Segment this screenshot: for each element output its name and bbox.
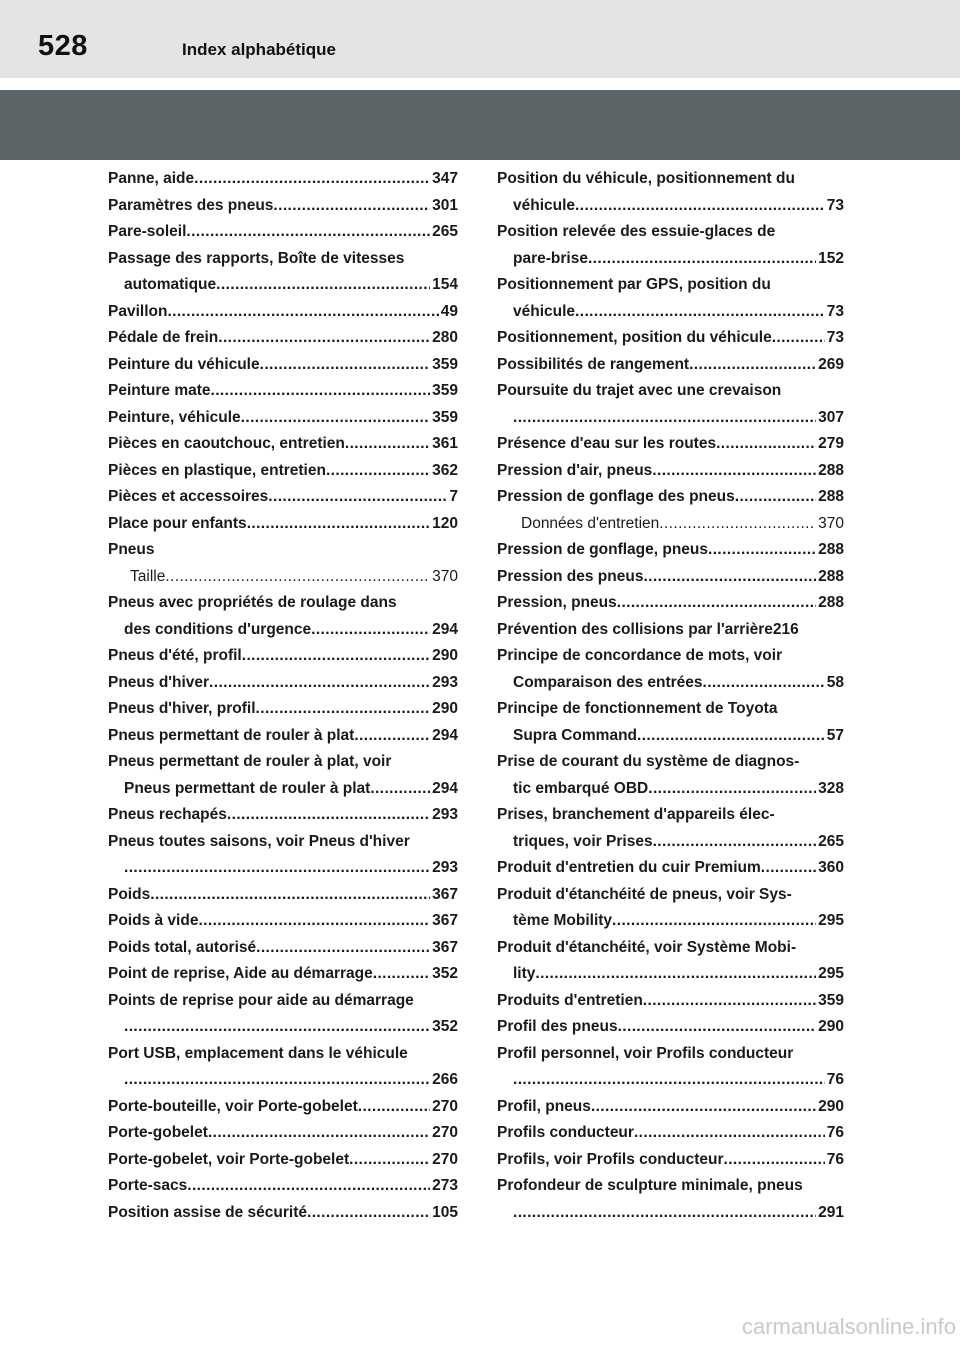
dot-leader [653,829,817,856]
index-entry [108,749,458,776]
index-entry [108,511,458,538]
index-term: Place pour enfants [108,514,247,532]
page-reference: 288 [818,541,844,558]
index-entry [108,1147,458,1174]
dot-leader [575,299,825,326]
dot-leader [617,590,816,617]
index-term: Prévention des collisions par l'arrière216 [497,620,799,638]
index-term: Porte-gobelet [108,1124,208,1141]
index-entry [108,564,458,591]
dot-leader [227,802,430,829]
index-column-left [108,166,458,1226]
index-entry [108,776,458,803]
dot-leader [124,1067,430,1094]
dot-leader [273,193,430,220]
dot-leader [703,670,825,697]
index-term: Présence d'eau sur les routes [497,435,717,452]
dot-leader [634,1120,825,1147]
index-term: Pare-soleil [108,223,187,240]
index-entry [108,961,458,988]
dot-leader [370,776,430,803]
page-reference: 307 [818,408,844,426]
index-entry [497,1120,844,1147]
dot-leader [373,961,430,988]
dot-leader [311,617,430,644]
dot-leader [198,908,430,935]
page-reference: 293 [432,806,458,823]
page-reference: 269 [818,355,844,373]
index-term: Porte-bouteille, voir Porte-gobelet [108,1097,358,1115]
page-reference: 361 [432,435,458,452]
index-entry [497,511,844,538]
page-number: 528 [38,30,88,62]
index-term: Port USB, emplacement dans le véhicule [108,1044,408,1062]
index-entry [108,802,458,829]
page-reference: 57 [826,726,844,744]
index-entry [108,299,458,326]
page-reference: 290 [432,700,458,717]
index-term: Positionnement par GPS, position du [497,276,771,293]
page-reference: 288 [818,567,844,585]
dot-leader [218,325,430,352]
index-term: Pneus d'hiver, profil [108,700,256,717]
index-term: Positionnement, position du véhicule [497,329,772,346]
page-reference: 370 [432,567,458,585]
dot-leader [761,855,816,882]
page-reference: 76 [826,1071,844,1088]
index-column-right [497,166,844,1226]
index-entry [497,378,844,405]
index-term: Pression de gonflage, pneus [497,541,709,558]
dot-leader [242,643,430,670]
index-entry [108,1120,458,1147]
dot-leader [268,484,447,511]
dot-leader [575,193,825,220]
dot-leader [187,1173,430,1200]
index-term: Pneus d'été, profil [108,647,242,664]
dot-leader [735,484,816,511]
dot-leader [247,511,430,538]
index-entry [497,193,844,220]
page-reference: 328 [818,779,844,797]
index-term: véhicule [513,196,576,214]
dot-leader [588,246,816,273]
dot-leader [513,1200,816,1227]
page-reference: 367 [432,912,458,929]
index-term: Principe de fonctionnement de Toyota [497,700,778,717]
dot-leader [643,988,816,1015]
index-entry [497,458,844,485]
index-entry [497,537,844,564]
index-term: Porte-sacs [108,1177,188,1194]
index-entry [108,696,458,723]
index-entry [108,1173,458,1200]
page-reference: 291 [818,1203,844,1221]
index-term: Position relevée des essuie-glaces de [497,223,776,240]
index-term: Prises, branchement d'appareils élec- [497,806,775,823]
index-term: Pièces en caoutchouc, entretien [108,435,345,452]
page-reference: 367 [432,885,458,903]
index-entry [108,537,458,564]
index-term: Points de reprise pour aide au démarrage [108,991,414,1009]
index-entry [497,988,844,1015]
dot-leader [724,1147,825,1174]
index-entry [108,219,458,246]
index-term: Pneus rechapés [108,806,227,823]
page-reference: 270 [432,1124,458,1141]
page-reference: 7 [449,488,458,505]
dot-leader [513,405,816,432]
page-reference: 76 [826,1150,844,1168]
index-term: Taille [130,567,166,585]
index-entry [497,908,844,935]
index-entry [497,1067,844,1094]
dot-leader [535,961,816,988]
page-reference: 76 [826,1124,844,1141]
index-entry [108,1094,458,1121]
index-entry [108,1200,458,1227]
index-entry [108,458,458,485]
index-term: automatique [124,276,217,293]
index-entry [108,643,458,670]
index-term: Pavillon [108,302,168,320]
index-entry [497,829,844,856]
page-reference: 370 [818,514,844,532]
page-reference: 120 [432,514,458,532]
dot-leader [307,1200,430,1227]
index-term: Peinture, véhicule [108,408,241,426]
index-term: Poids [108,885,151,903]
index-entry [108,272,458,299]
index-entry [108,723,458,750]
index-term: Passage des rapports, Boîte de vitesses [108,249,405,267]
watermark: carmanualsonline.info [741,1314,956,1339]
dot-leader [167,299,438,326]
index-term: Profil, pneus [497,1097,591,1115]
index-term: Pression d'air, pneus [497,461,653,479]
dot-leader [648,776,816,803]
index-term: Point de reprise, Aide au démarrage [108,965,373,982]
page-reference: 154 [432,276,458,293]
index-term: Produit d'entretien du cuir Premium [497,859,761,876]
dot-leader [209,670,430,697]
index-entry [497,1094,844,1121]
page-reference: 301 [432,196,458,214]
index-entry [497,855,844,882]
dot-leader [618,1014,817,1041]
index-entry [108,670,458,697]
page-reference: 359 [432,382,458,399]
page-reference: 359 [432,408,458,426]
index-entry [108,325,458,352]
page-reference: 73 [826,196,844,214]
index-entry [497,1041,844,1068]
index-term: des conditions d'urgence [124,620,312,638]
index-term: Pneus [108,541,155,558]
dot-leader [358,1094,430,1121]
index-term: lity [513,965,536,982]
index-entry [108,1041,458,1068]
page-reference: 273 [432,1177,458,1194]
dot-leader [708,537,816,564]
index-entry [497,776,844,803]
page-reference: 266 [432,1071,458,1088]
page-reference: 270 [432,1150,458,1168]
dot-leader [716,431,816,458]
index-term: Comparaison des entrées [513,673,703,691]
index-term: véhicule [513,302,576,320]
page-reference: 360 [818,859,844,876]
dot-leader [591,1094,816,1121]
page-reference: 280 [432,329,458,346]
page-reference: 288 [818,488,844,505]
index-entry [108,988,458,1015]
dot-leader [643,564,816,591]
index-term: Profil personnel, voir Profils conducteur [497,1044,794,1062]
dot-leader [349,1147,430,1174]
dot-leader [772,325,825,352]
dot-leader [652,458,816,485]
index-entry [497,617,844,644]
page-reference: 290 [432,647,458,664]
index-entry [497,696,844,723]
dot-leader [241,405,430,432]
index-term: Pneus d'hiver [108,673,210,691]
index-entry [497,564,844,591]
page-reference: 265 [432,223,458,240]
index-entry [108,405,458,432]
page-reference: 49 [440,302,458,320]
page-reference: 347 [432,170,458,187]
index-entry [108,193,458,220]
index-entry [497,166,844,193]
index-entry [497,246,844,273]
index-entry [108,935,458,962]
page-reference: 270 [432,1097,458,1115]
dot-leader [354,723,430,750]
index-term: Prise de courant du système de diagnos- [497,753,800,770]
section-title: Index alphabétique [182,40,336,59]
index-term: pare-brise [513,249,588,267]
dot-leader [256,935,430,962]
dot-leader [124,1014,430,1041]
index-term: Peinture mate [108,382,211,399]
index-term: Possibilités de rangement [497,355,690,373]
index-entry [497,802,844,829]
index-term: Données d'entretien [521,514,660,532]
index-term: Pneus permettant de rouler à plat [124,779,371,797]
dot-leader [637,723,825,750]
index-term: Profils, voir Profils conducteur [497,1150,724,1168]
index-entry [497,670,844,697]
index-term: Peinture du véhicule [108,355,260,373]
index-entry [497,325,844,352]
header-dark-bar [0,90,960,160]
index-term: Pression, pneus [497,594,617,611]
index-term: Pneus avec propriétés de roulage dans [108,594,397,611]
index-entry [497,299,844,326]
index-term: Produits d'entretien [497,991,643,1009]
index-entry [108,617,458,644]
dot-leader [326,458,430,485]
index-term: Position du véhicule, positionnement du [497,170,795,187]
index-entry [497,935,844,962]
index-entry [108,431,458,458]
index-entry [108,378,458,405]
dot-leader [260,352,431,379]
index-term: Pression de gonflage des pneus [497,488,735,505]
index-term: Position assise de sécurité [108,1203,308,1221]
index-term: Poids à vide [108,912,199,929]
page-reference: 152 [818,249,844,267]
index-entry [497,484,844,511]
dot-leader [165,564,430,591]
index-entry [497,1173,844,1200]
index-entry [497,405,844,432]
index-term: Produit d'étanchéité de pneus, voir Sys- [497,885,792,903]
index-entry [108,246,458,273]
dot-leader [659,511,816,538]
index-entry [497,882,844,909]
page-reference: 294 [432,620,458,638]
dot-leader [211,378,431,405]
dot-leader [256,696,431,723]
index-term: Pneus toutes saisons, voir Pneus d'hiver [108,832,410,850]
page-reference: 352 [432,1018,458,1035]
dot-leader [124,855,430,882]
index-term: Pièces et accessoires [108,488,269,505]
page-reference: 73 [826,302,844,320]
page-reference: 352 [432,965,458,982]
page-reference: 295 [818,965,844,982]
page-reference: 293 [432,859,458,876]
index-entry [108,1067,458,1094]
index-term: Profondeur de sculpture minimale, pneus [497,1177,803,1194]
page-reference: 288 [818,594,844,611]
index-entry [108,352,458,379]
index-term: triques, voir Prises [513,832,653,850]
index-term: Pédale de frein [108,329,219,346]
index-entry [497,1200,844,1227]
dot-leader [513,1067,825,1094]
index-term: Profils conducteur [497,1124,634,1141]
dot-leader [150,882,430,909]
index-entry [108,882,458,909]
index-entry [497,219,844,246]
index-entry [497,1147,844,1174]
index-term: tème Mobility [513,912,613,929]
index-entry [497,431,844,458]
index-entry [108,855,458,882]
page-reference: 359 [818,991,844,1009]
index-term: Pneus permettant de rouler à plat, voir [108,753,392,770]
page-reference: 288 [818,461,844,479]
index-term: Panne, aide [108,170,195,187]
index-entry [108,484,458,511]
index-term: Pièces en plastique, entretien [108,461,326,479]
index-entry [108,829,458,856]
dot-leader [186,219,430,246]
index-entry [108,166,458,193]
index-term: Supra Command [513,726,638,744]
dot-leader [612,908,816,935]
page-reference: 295 [818,912,844,929]
index-entry [497,1014,844,1041]
dot-leader [345,431,430,458]
index-entry [497,272,844,299]
page-reference: 367 [432,938,458,956]
index-term: Principe de concordance de mots, voir [497,647,783,664]
index-entry [108,908,458,935]
index-term: Poids total, autorisé [108,938,257,956]
index-entry [497,723,844,750]
index-entry [108,1014,458,1041]
index-term: Paramètres des pneus [108,196,274,214]
page-reference: 294 [432,779,458,797]
page-reference: 290 [818,1018,844,1035]
dot-leader [689,352,816,379]
index-term: Poursuite du trajet avec une crevaison [497,382,782,399]
dot-leader [194,166,430,193]
dot-leader [208,1120,430,1147]
header-band [0,0,960,78]
page-reference: 293 [432,673,458,691]
page-reference: 290 [818,1097,844,1115]
index-entry [497,590,844,617]
index-term: Produit d'étanchéité, voir Système Mobi- [497,938,797,956]
index-term: Pneus permettant de rouler à plat [108,726,355,744]
page-reference: 58 [826,673,844,691]
index-term: Pression des pneus [497,567,644,585]
index-entry [497,749,844,776]
index-term: tic embarqué OBD [513,779,649,797]
index-entry [108,590,458,617]
page-reference: 294 [432,726,458,744]
index-term: Porte-gobelet, voir Porte-gobelet [108,1150,350,1168]
page-reference: 362 [432,461,458,479]
index-entry [497,643,844,670]
page-reference: 105 [432,1203,458,1221]
page-reference: 359 [432,355,458,373]
index-entry [497,352,844,379]
dot-leader [216,272,430,299]
page-reference: 265 [818,832,844,850]
index-entry [497,961,844,988]
index-term: Profil des pneus [497,1018,618,1035]
page-reference: 279 [818,435,844,452]
page-reference: 73 [826,329,844,346]
